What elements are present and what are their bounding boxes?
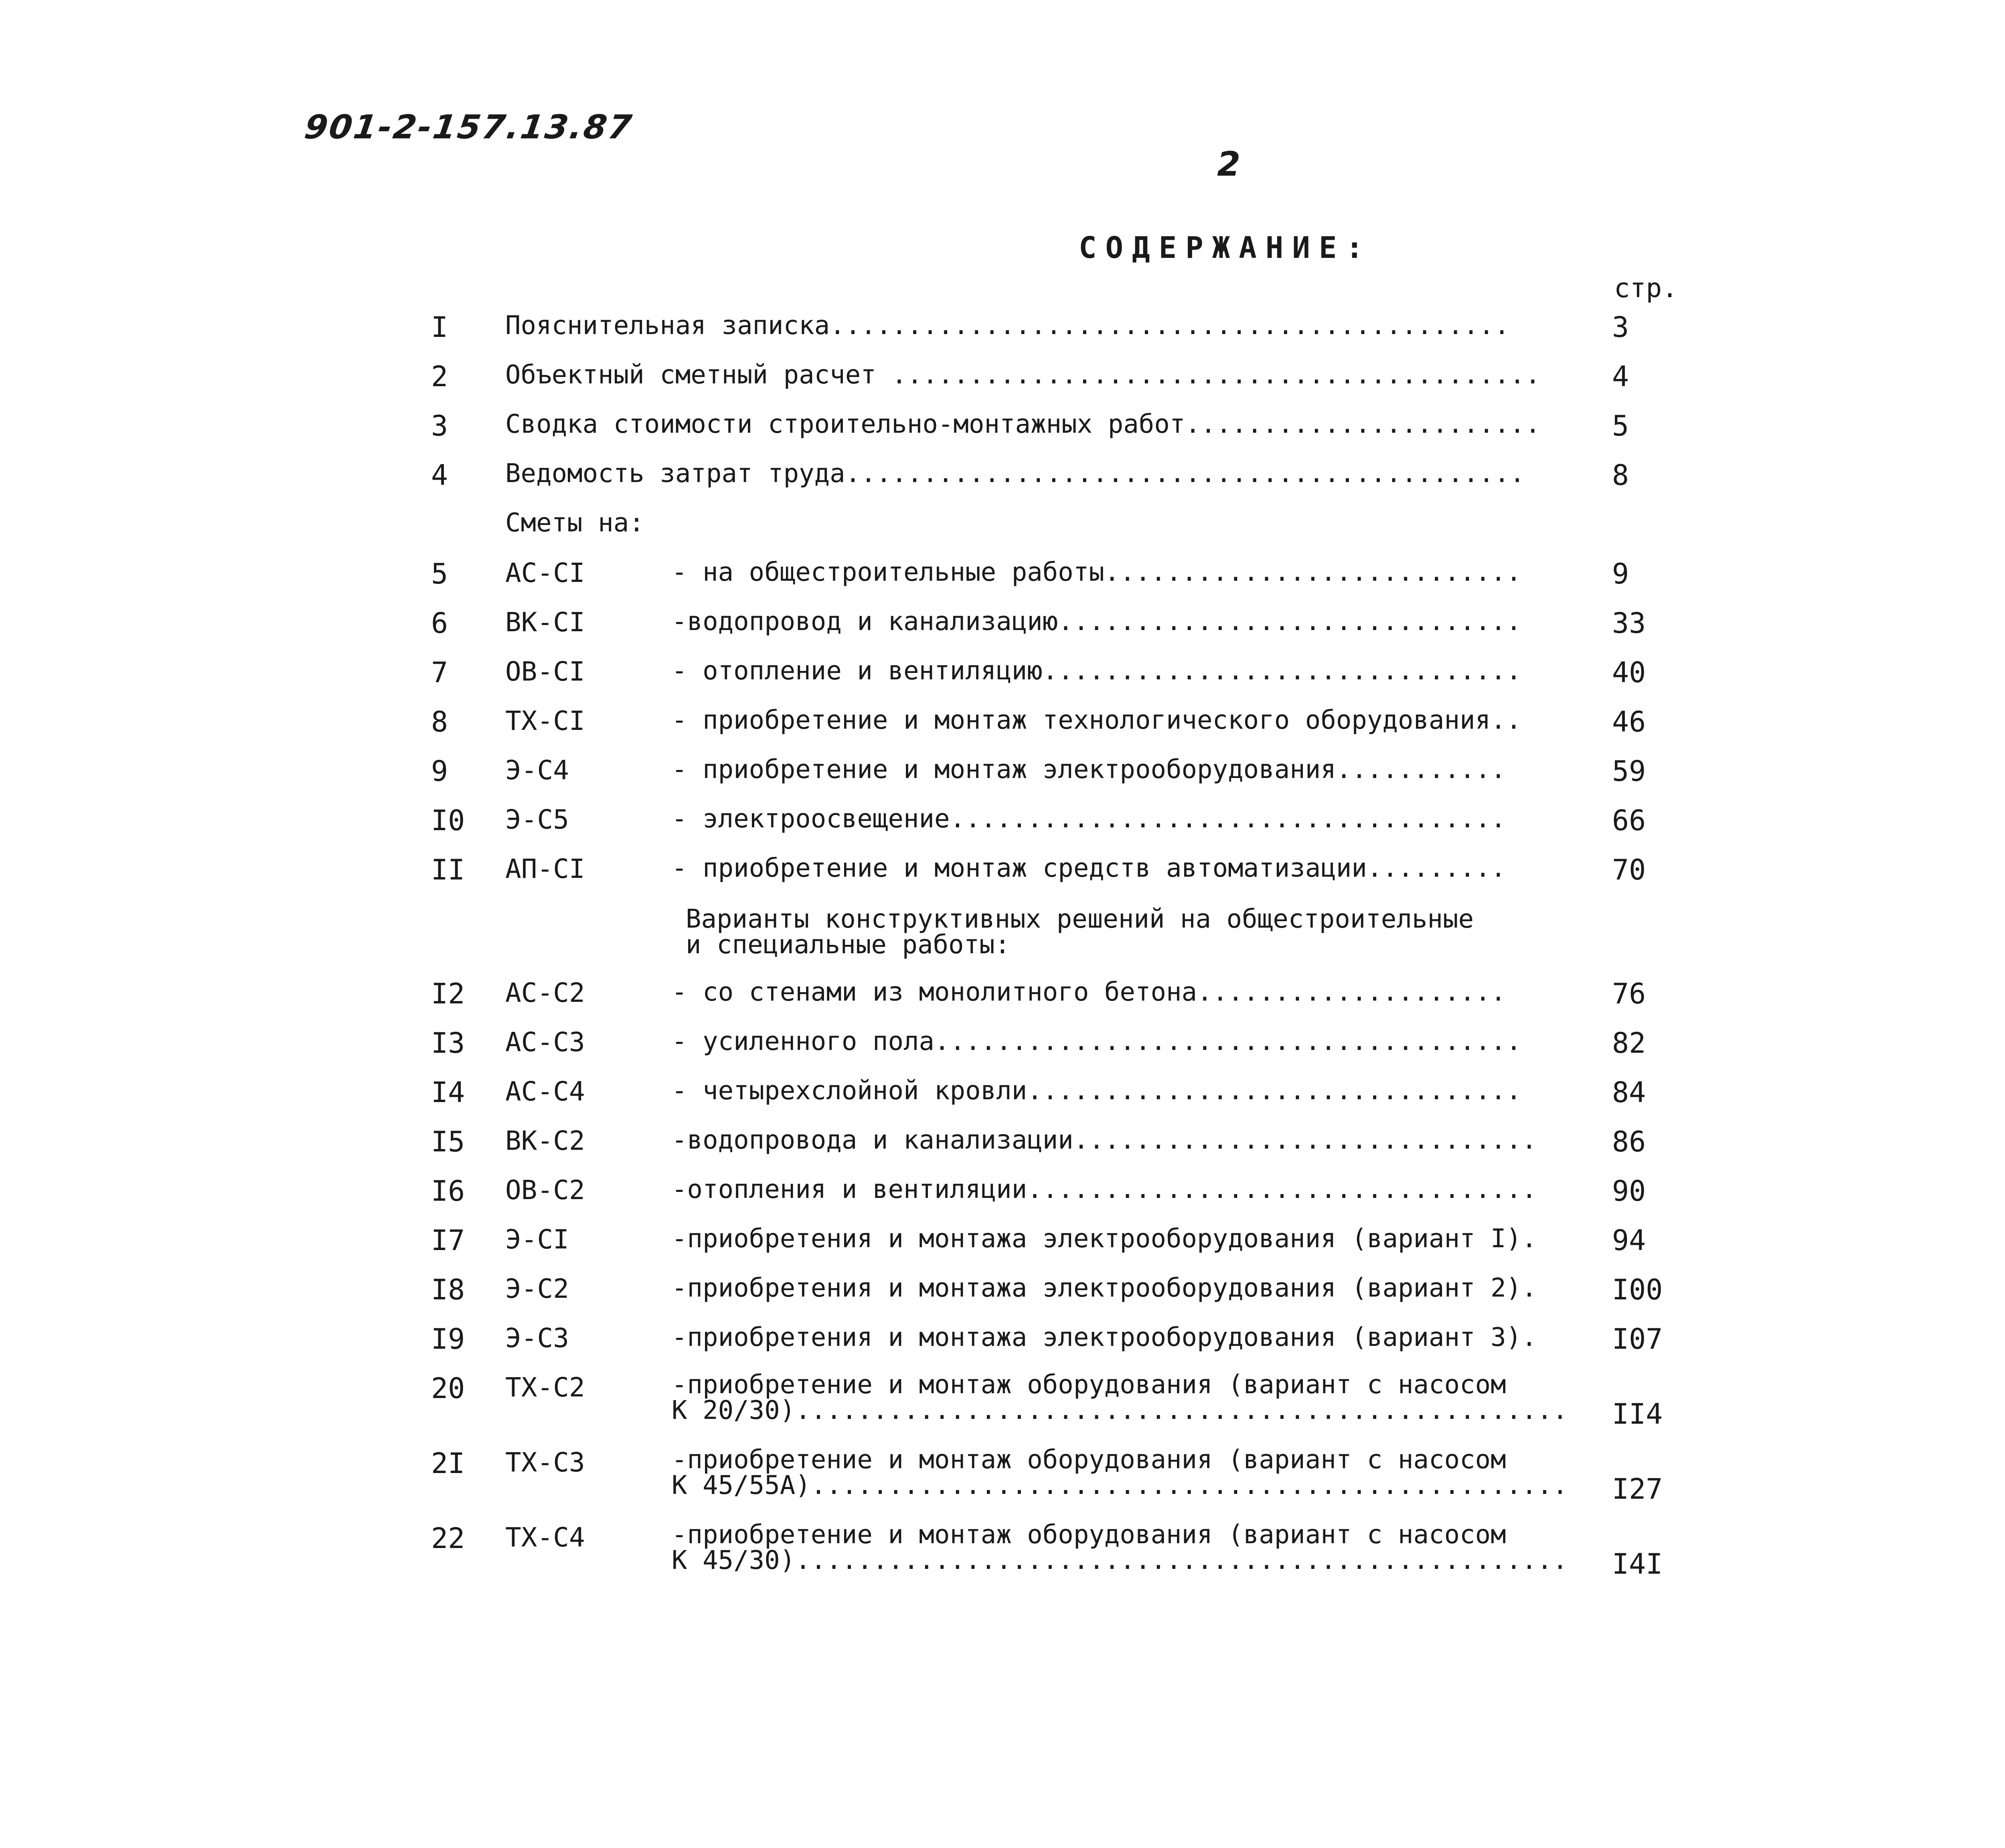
toc-row-page: 5 xyxy=(1612,409,1629,442)
toc-row-title: - со стенами из монолитного бетона.................... xyxy=(672,977,1506,1007)
toc-row-number: I7 xyxy=(431,1224,465,1257)
toc-row xyxy=(0,804,2005,852)
toc-row xyxy=(0,1323,2005,1371)
toc-row-code: Э-С5 xyxy=(505,804,569,835)
toc-row xyxy=(0,755,2005,803)
toc-row-title: -приобретения и монтажа электрооборудования (вариант 3). xyxy=(672,1323,1537,1352)
toc-title: СОДЕРЖАНИЕ: xyxy=(1079,231,1373,265)
toc-row xyxy=(0,409,2005,458)
toc-row xyxy=(0,1224,2005,1272)
toc-row-number: 9 xyxy=(431,755,448,788)
toc-row-number: I4 xyxy=(431,1076,465,1109)
toc-row xyxy=(0,705,2005,754)
toc-row-page: 9 xyxy=(1612,557,1629,590)
toc-row-code: АС-С3 xyxy=(505,1027,585,1058)
toc-row xyxy=(0,607,2005,655)
toc-row-title: -отопления и вентиляции................................. xyxy=(672,1175,1537,1204)
toc-row xyxy=(0,311,2005,359)
toc-row xyxy=(0,1447,2005,1519)
toc-row-page: 3 xyxy=(1612,311,1629,344)
toc-row-title: -водопровода и канализации.............................. xyxy=(672,1125,1537,1155)
toc-row-code: Э-С3 xyxy=(505,1323,569,1354)
toc-row-page: 33 xyxy=(1612,607,1646,640)
toc-row-number: 3 xyxy=(431,409,448,442)
toc-row-page: I07 xyxy=(1612,1323,1663,1356)
toc-row xyxy=(0,853,2005,902)
toc-row-page: 66 xyxy=(1612,804,1646,837)
toc-row-page: 94 xyxy=(1612,1224,1646,1257)
toc-row-page: 4 xyxy=(1612,360,1629,393)
toc-row-number: 22 xyxy=(431,1522,465,1555)
toc-row-page: 70 xyxy=(1612,853,1646,886)
toc-row-title: - четырехслойной кровли................................ xyxy=(672,1076,1522,1106)
toc-row-number: I5 xyxy=(431,1125,465,1158)
toc-row-page: 84 xyxy=(1612,1076,1646,1109)
toc-row-code: АС-С2 xyxy=(505,977,585,1008)
toc-row xyxy=(0,1522,2005,1594)
toc-row-title: - на общестроительные работы........................... xyxy=(672,557,1522,587)
toc-row xyxy=(0,1076,2005,1124)
toc-row-title: -приобретения и монтажа электрооборудования (вариант 2). xyxy=(672,1273,1537,1303)
toc-row xyxy=(0,1125,2005,1173)
toc-row-title: -приобретение и монтаж оборудования (вариант с насосом К 45/55А)................................................. xyxy=(672,1445,1568,1500)
toc-row-number: 6 xyxy=(431,607,448,640)
toc-row-number: 5 xyxy=(431,557,448,590)
toc-row xyxy=(0,656,2005,704)
toc-row-number: I3 xyxy=(431,1027,465,1060)
toc-row-page: 8 xyxy=(1612,459,1629,492)
toc-row-code: ОВ-С2 xyxy=(505,1175,585,1206)
toc-row-page: 86 xyxy=(1612,1125,1646,1158)
toc-row-code: АС-СI xyxy=(505,557,585,588)
variants-heading: Варианты конструктивных решений на общестроительные и специальные работы: xyxy=(686,904,1474,960)
toc-row-code: ВК-С2 xyxy=(505,1125,585,1156)
toc-row xyxy=(0,557,2005,606)
toc-row-page: 90 xyxy=(1612,1175,1646,1208)
toc-row-page: II4 xyxy=(1612,1398,1663,1431)
toc-row-title: Ведомость затрат труда............................................ xyxy=(505,459,1525,488)
toc-row xyxy=(0,977,2005,1025)
toc-row-number: 4 xyxy=(431,459,448,492)
toc-row-number: 8 xyxy=(431,705,448,738)
toc-row-title: -приобретение и монтаж оборудования (вариант с насосом К 45/30).................................................. xyxy=(672,1520,1568,1575)
toc-row xyxy=(0,360,2005,408)
toc-row-number: 2I xyxy=(431,1447,465,1480)
toc-row-page: I4I xyxy=(1612,1548,1663,1581)
toc-row-number: I0 xyxy=(431,804,465,837)
toc-row-code: ОВ-СI xyxy=(505,656,585,687)
toc-row-title: Пояснительная записка............................................ xyxy=(505,311,1510,340)
toc-row-code: ВК-СI xyxy=(505,607,585,638)
toc-row-title: - усиленного пола...................................... xyxy=(672,1027,1522,1056)
toc-row-title: - отопление и вентиляцию............................... xyxy=(672,656,1522,686)
toc-row-title: - приобретение и монтаж средств автоматизации......... xyxy=(672,853,1506,883)
toc-row xyxy=(0,1372,2005,1444)
estimates-heading: Сметы на: xyxy=(505,508,644,538)
toc-row-title: - приобретение и монтаж электрооборудования........... xyxy=(672,755,1506,784)
toc-row-number: II xyxy=(431,853,465,886)
toc-row-number: I xyxy=(431,311,448,344)
toc-row-code: Э-С4 xyxy=(505,755,569,786)
toc-row xyxy=(0,1027,2005,1075)
toc-row-title: -водопровод и канализацию.............................. xyxy=(672,607,1522,636)
toc-row-code: ТХ-СI xyxy=(505,705,585,736)
toc-row-page: 82 xyxy=(1612,1027,1646,1060)
toc-row-page: 76 xyxy=(1612,977,1646,1010)
toc-row-number: 7 xyxy=(431,656,448,689)
toc-row-title: -приобретение и монтаж оборудования (вариант с насосом К 20/30).................................................. xyxy=(672,1370,1568,1425)
toc-row-title: - приобретение и монтаж технологического оборудования.. xyxy=(672,705,1522,735)
toc-row-code: АС-С4 xyxy=(505,1076,585,1107)
toc-row-page: 46 xyxy=(1612,705,1646,738)
toc-row-code: ТХ-С2 xyxy=(505,1372,585,1403)
toc-row-number: I6 xyxy=(431,1175,465,1208)
page-column-label: стр. xyxy=(1614,273,1678,304)
toc-row-title: Объектный сметный расчет .......................................... xyxy=(505,360,1541,390)
toc-row-code: Э-СI xyxy=(505,1224,569,1255)
toc-row-number: I9 xyxy=(431,1323,465,1356)
toc-row-code: АП-СI xyxy=(505,853,585,884)
toc-row-code: ТХ-С3 xyxy=(505,1447,585,1478)
toc-row xyxy=(0,1273,2005,1321)
toc-row-code: Э-С2 xyxy=(505,1273,569,1304)
page-number: 2 xyxy=(1217,144,1241,184)
toc-row-number: 2 xyxy=(431,360,448,393)
toc-row-number: I2 xyxy=(431,977,465,1010)
toc-row-title: -приобретения и монтажа электрооборудования (вариант I). xyxy=(672,1224,1537,1254)
toc-row-code: ТХ-С4 xyxy=(505,1522,585,1553)
toc-row-title: Сводка стоимости строительно-монтажных работ....................... xyxy=(505,409,1541,439)
toc-row-page: 40 xyxy=(1612,656,1646,689)
toc-row-number: I8 xyxy=(431,1273,465,1306)
toc-row xyxy=(0,459,2005,507)
toc-row xyxy=(0,1175,2005,1223)
toc-row-page: I00 xyxy=(1612,1273,1663,1306)
toc-row-number: 20 xyxy=(431,1372,465,1405)
toc-row-page: I27 xyxy=(1612,1473,1663,1506)
document-code: 901-2-157.13.87 xyxy=(302,108,636,146)
toc-row-page: 59 xyxy=(1612,755,1646,788)
toc-row-title: - электроосвещение.................................... xyxy=(672,804,1506,834)
